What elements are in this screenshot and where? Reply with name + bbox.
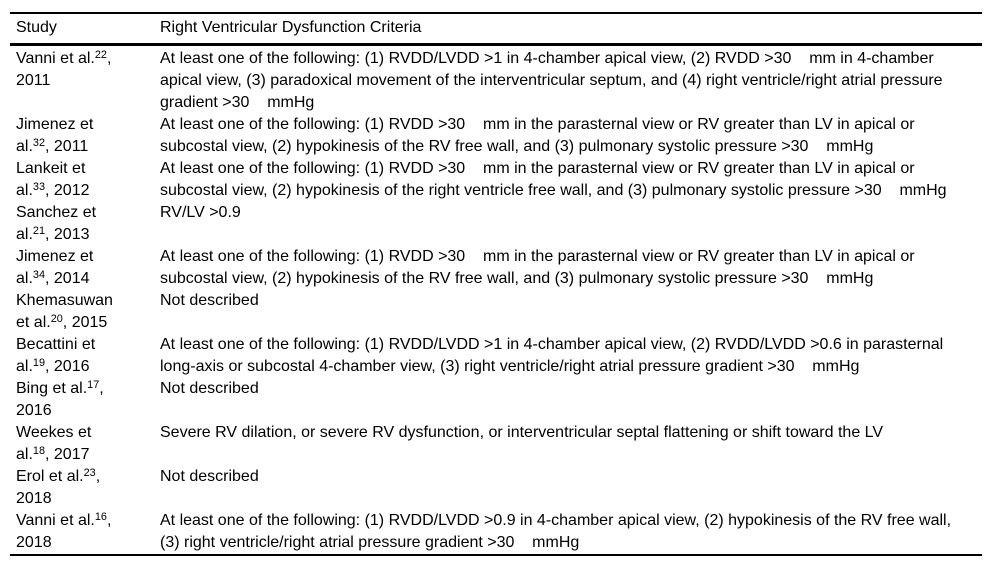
study-authors: Sanchez et al. [16, 204, 97, 243]
study-cell [10, 114, 160, 158]
criteria-cell: Not described [160, 380, 259, 397]
criteria-cell: Not described [160, 292, 259, 309]
table-row [10, 378, 982, 422]
study-cell [10, 158, 160, 202]
study-year: , 2016 [16, 380, 104, 419]
criteria-cell: At least one of the following: (1) RVDD/LVDD >1 in 4-chamber apical view, (2) RVDD >30 mm in 4-chamber apical view, (3) paradoxical movement of the interventricular septum, and (4) right ventricle/right atrial pressure gradient >30 mmHg [160, 50, 943, 111]
study-year: , 2014 [45, 270, 90, 287]
study-year: , 2017 [45, 446, 90, 463]
study-reference-number: 17 [87, 379, 100, 392]
study-reference-number: 18 [32, 445, 46, 458]
study-authors: Weekes et al. [16, 424, 92, 463]
study-reference-number: 19 [32, 357, 46, 370]
table-body [10, 45, 982, 556]
study-cell [10, 422, 160, 466]
study-year: , 2016 [45, 358, 90, 375]
study-reference-number: 16 [94, 511, 107, 524]
criteria-cell: At least one of the following: (1) RVDD >30 mm in the parasternal view or RV greater than LV in apical or subcostal view, (2) hypokinesis of the RV free wall, and (3) pulmonary systolic pressure >30 mmHg [160, 248, 915, 287]
study-cell [10, 246, 160, 290]
study-year: , 2011 [45, 138, 89, 155]
study-authors: Bing et al. [16, 380, 88, 397]
study-authors: Erol et al. [16, 468, 84, 485]
criteria-cell: RV/LV >0.9 [160, 204, 241, 221]
study-cell [10, 334, 160, 378]
study-reference-number: 20 [50, 313, 63, 326]
document-page [0, 12, 992, 567]
criteria-cell: At least one of the following: (1) RVDD/LVDD >1 in 4-chamber apical view, (2) RVDD/LVDD >0.6 in parasternal long-axis or subcostal 4-chamber view, (3) right ventricle/right atrial pressure gradient >30 mmHg [160, 336, 944, 375]
table-row [10, 202, 982, 246]
table-row [10, 114, 982, 158]
table-header [10, 13, 982, 45]
column-header-criteria: Right Ventricular Dysfunction Criteria [160, 19, 422, 36]
study-reference-number: 22 [94, 49, 107, 62]
study-cell [10, 290, 160, 334]
study-authors: Lankeit et al. [16, 160, 86, 199]
table-row [10, 466, 982, 510]
study-year: , 2012 [45, 182, 90, 199]
criteria-cell: At least one of the following: (1) RVDD >30 mm in the parasternal view or RV greater than LV in apical or subcostal view, (2) hypokinesis of the RV free wall, and (3) pulmonary systolic pressure >30 mmHg [160, 116, 915, 155]
study-reference-number: 23 [83, 467, 96, 480]
criteria-cell: Not described [160, 468, 259, 485]
table-row [10, 422, 982, 466]
study-authors: Becattini et al. [16, 336, 96, 375]
study-year: , 2018 [16, 468, 101, 507]
study-authors: Jimenez et al. [16, 248, 94, 287]
study-cell [10, 378, 160, 422]
rv-dysfunction-criteria-table [10, 12, 982, 556]
study-year: , 2015 [62, 314, 108, 331]
study-year: , 2013 [45, 226, 90, 243]
header-row [10, 13, 982, 45]
criteria-cell: Severe RV dilation, or severe RV dysfunction, or interventricular septal flattening or shift toward the LV [160, 424, 884, 441]
study-reference-number: 34 [32, 269, 46, 282]
table-row [10, 334, 982, 378]
column-header-study: Study [16, 19, 57, 36]
study-reference-number: 21 [32, 225, 46, 238]
study-cell [10, 45, 160, 115]
criteria-cell: At least one of the following: (1) RVDD/LVDD >0.9 in 4-chamber apical view, (2) hypokinesis of the RV free wall, (3) right ventricle/right atrial pressure gradient >30 mmHg [160, 512, 952, 551]
study-reference-number: 33 [32, 181, 46, 194]
study-authors: Vanni et al. [16, 512, 95, 529]
study-authors: Khemasuwan et al. [16, 292, 113, 331]
study-cell [10, 466, 160, 510]
study-authors: Vanni et al. [16, 50, 95, 67]
table-row [10, 246, 982, 290]
table-row [10, 45, 982, 115]
criteria-cell: At least one of the following: (1) RVDD >30 mm in the parasternal view or RV greater than LV in apical or subcostal view, (2) hypokinesis of the right ventricle free wall, and (3) pulmonary systolic pressure >30 mmHg [160, 160, 947, 199]
study-reference-number: 32 [32, 137, 46, 150]
table-row [10, 510, 982, 555]
study-year: , 2018 [16, 512, 112, 551]
table-row [10, 158, 982, 202]
study-cell [10, 510, 160, 555]
study-authors: Jimenez et al. [16, 116, 94, 155]
table-row [10, 290, 982, 334]
study-year: , 2011 [16, 50, 112, 89]
study-cell [10, 202, 160, 246]
